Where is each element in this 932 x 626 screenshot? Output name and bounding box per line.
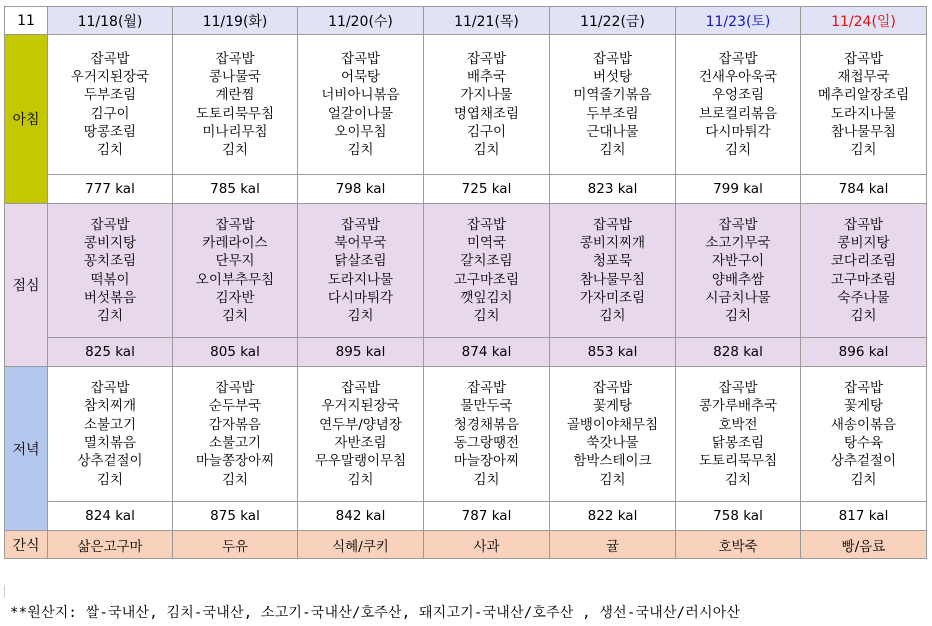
dish-item: 참나물무침 xyxy=(830,123,897,140)
dish-item: 콩비지탕 xyxy=(837,234,890,251)
menu-cell xyxy=(424,204,550,338)
dish-item: 김치 xyxy=(96,308,124,325)
dish-item: 김치 xyxy=(599,471,626,488)
dish-item: 잡곡밥 xyxy=(466,216,507,233)
dish-item: 김치 xyxy=(473,308,500,325)
dish-item: 잡곡밥 xyxy=(718,380,758,397)
menu-cell xyxy=(298,204,424,338)
dish-item: 두부조림 xyxy=(83,87,137,104)
dish-item: 김치 xyxy=(221,471,249,488)
dish-item: 김치 xyxy=(850,308,877,325)
weekly-meal-table xyxy=(4,6,927,559)
snack-row xyxy=(5,531,927,559)
menu-cell xyxy=(298,367,424,502)
day-header: 11/19(화) xyxy=(173,7,298,35)
kcal-cell: 824 kal xyxy=(48,502,173,531)
menu-cell xyxy=(424,367,550,502)
dish-item: 자반조림 xyxy=(334,435,387,451)
dish-item: 건새우아욱국 xyxy=(698,68,778,85)
menu-cell xyxy=(801,204,927,338)
dish-item: 잡곡밥 xyxy=(340,380,381,397)
dish-item: 카레라이스 xyxy=(202,234,268,251)
dish-item: 도라지나물 xyxy=(327,271,394,288)
kcal-cell: 798 kal xyxy=(298,175,424,204)
menu-cell xyxy=(48,204,173,338)
menu-cell xyxy=(550,204,676,338)
dish-item: 명엽채조림 xyxy=(453,105,520,122)
dish-item: 닭봉조림 xyxy=(711,435,765,451)
dish-item: 잡곡밥 xyxy=(592,380,633,397)
dish-item: 잡곡밥 xyxy=(843,380,884,397)
kcal-cell: 817 kal xyxy=(801,502,927,531)
dish-item: 김구이 xyxy=(466,123,507,140)
kcal-cell: 784 kal xyxy=(801,175,927,204)
dish-item: 가지나물 xyxy=(460,87,513,104)
dish-item: 가자미조림 xyxy=(579,289,646,306)
dish-item: 소고기무국 xyxy=(705,234,771,251)
kcal-cell: 799 kal xyxy=(676,175,801,204)
dish-item: 상추겉절이 xyxy=(77,453,143,470)
dish-item: 메추리알장조림 xyxy=(817,87,910,104)
kcal-cell: 842 kal xyxy=(298,502,424,531)
week-label: 11 xyxy=(5,7,48,35)
dish-item: 잡곡밥 xyxy=(718,50,758,67)
dish-item: 잡곡밥 xyxy=(843,216,884,233)
menu-cell xyxy=(48,35,173,175)
kcal-cell: 823 kal xyxy=(550,175,676,204)
dish-item: 콩비지탕 xyxy=(83,234,137,251)
dish-item: 떡볶이 xyxy=(90,271,130,288)
menu-cell xyxy=(173,367,298,502)
dinner-kcal-row xyxy=(5,502,927,531)
dish-item: 고구마조림 xyxy=(453,271,520,288)
dish-item: 콩비지찌개 xyxy=(579,234,646,251)
dish-item: 연두부/양념장 xyxy=(319,416,402,433)
dish-item: 갈치조림 xyxy=(460,253,513,270)
menu-cell xyxy=(298,35,424,175)
dish-item: 소불고기 xyxy=(208,435,262,451)
dish-item: 잡곡밥 xyxy=(90,380,130,397)
dish-item: 김치 xyxy=(96,471,124,488)
dish-item: 배추국 xyxy=(466,68,507,85)
breakfast-kcal-row xyxy=(5,175,927,204)
dish-item: 꽃게탕 xyxy=(843,398,884,415)
dish-item: 호박전 xyxy=(718,416,758,433)
lunch-label: 점심 xyxy=(5,204,48,367)
dish-item: 김치 xyxy=(347,142,374,159)
dish-item: 브로컬리볶음 xyxy=(698,105,778,122)
menu-cell xyxy=(801,35,927,175)
dish-item: 잡곡밥 xyxy=(466,50,507,67)
dish-item: 잡곡밥 xyxy=(340,216,381,233)
dish-item: 잡곡밥 xyxy=(843,50,884,67)
dish-item: 어묵탕 xyxy=(340,68,381,85)
dish-item: 청경채볶음 xyxy=(453,416,520,433)
dish-item: 김치 xyxy=(724,142,752,159)
header-row xyxy=(5,7,927,35)
dish-item: 근대나물 xyxy=(586,123,639,140)
dish-item: 김치 xyxy=(850,471,877,488)
breakfast-menu-row xyxy=(5,35,927,175)
dish-item: 함박스테이크 xyxy=(573,453,652,470)
dish-item: 잡곡밥 xyxy=(592,216,633,233)
dish-item: 미역줄기볶음 xyxy=(573,87,652,104)
dish-item: 땅콩조림 xyxy=(83,123,137,140)
breakfast-label: 아침 xyxy=(5,35,48,204)
day-header: 11/18(월) xyxy=(48,7,173,35)
snack-cell: 사과 xyxy=(424,531,550,559)
dish-item: 상추겉절이 xyxy=(830,453,897,470)
dish-item: 김치 xyxy=(850,142,877,159)
menu-cell xyxy=(173,204,298,338)
dish-item: 잡곡밥 xyxy=(215,50,255,67)
kcal-cell: 895 kal xyxy=(298,338,424,367)
dish-item: 재첩무국 xyxy=(837,68,890,85)
menu-cell xyxy=(676,367,801,502)
day-header-sunday: 11/24(일) xyxy=(801,7,927,35)
menu-cell xyxy=(676,35,801,175)
dish-item: 깻잎김치 xyxy=(460,289,513,306)
dish-item: 코다리조림 xyxy=(830,253,897,270)
kcal-cell: 777 kal xyxy=(48,175,173,204)
dish-item: 잡곡밥 xyxy=(90,50,130,67)
menu-cell xyxy=(801,367,927,502)
dish-item: 무우말랭이무침 xyxy=(314,453,407,470)
dish-item: 김치 xyxy=(724,471,752,488)
divider xyxy=(4,585,5,597)
dish-item: 김치 xyxy=(347,471,374,488)
dish-item: 잡곡밥 xyxy=(90,216,130,233)
dish-item: 물만두국 xyxy=(460,398,513,415)
dish-item: 버섯탕 xyxy=(592,68,633,85)
dish-item: 김구이 xyxy=(90,105,130,122)
dish-item: 잡곡밥 xyxy=(215,380,255,397)
lunch-kcal-row xyxy=(5,338,927,367)
dish-item: 김치 xyxy=(473,471,500,488)
snack-label: 간식 xyxy=(5,531,48,559)
day-header: 11/21(목) xyxy=(424,7,550,35)
dish-item: 우엉조림 xyxy=(711,87,765,104)
day-header: 11/22(금) xyxy=(550,7,676,35)
snack-cell: 삶은고구마 xyxy=(48,531,173,559)
dish-item: 김치 xyxy=(221,142,249,159)
dish-item: 미역국 xyxy=(466,234,507,251)
origin-note: **원산지: 쌀-국내산, 김치-국내산, 소고기-국내산/호주산, 돼지고기-국내산/호주산 , 생선-국내산/러시아산 xyxy=(10,605,741,621)
dish-item: 너비아니볶음 xyxy=(321,87,400,104)
dish-item: 참치찌개 xyxy=(83,398,137,415)
menu-cell xyxy=(173,35,298,175)
dish-item: 김치 xyxy=(473,142,500,159)
dish-item: 양배추쌈 xyxy=(711,271,765,288)
dish-item: 잡곡밥 xyxy=(340,50,381,67)
menu-cell xyxy=(550,367,676,502)
dish-item: 참나물무침 xyxy=(579,271,646,288)
dish-item: 잡곡밥 xyxy=(466,380,507,397)
dish-item: 김치 xyxy=(221,308,249,325)
dish-item: 잡곡밥 xyxy=(592,50,633,67)
dish-item: 오이무침 xyxy=(334,123,387,140)
snack-cell: 빵/음료 xyxy=(801,531,927,559)
dish-item: 고구마조림 xyxy=(830,271,897,288)
dish-item: 두부조림 xyxy=(586,105,639,122)
dish-item: 단무지 xyxy=(215,253,255,270)
dish-item: 숙주나물 xyxy=(837,289,890,306)
dish-item: 마늘쫑장아찌 xyxy=(195,453,275,470)
kcal-cell: 822 kal xyxy=(550,502,676,531)
dish-item: 우거지된장국 xyxy=(70,68,150,85)
dish-item: 콩가루배추국 xyxy=(698,398,778,415)
snack-cell: 두유 xyxy=(173,531,298,559)
dish-item: 쑥갓나물 xyxy=(586,435,639,451)
dish-item: 김치 xyxy=(347,308,374,325)
dish-item: 잡곡밥 xyxy=(718,216,758,233)
dish-item: 김치 xyxy=(599,142,626,159)
kcal-cell: 874 kal xyxy=(424,338,550,367)
day-header: 11/20(수) xyxy=(298,7,424,35)
dish-item: 콩나물국 xyxy=(208,68,262,85)
kcal-cell: 825 kal xyxy=(48,338,173,367)
dinner-label: 저녁 xyxy=(5,367,48,531)
dish-item: 청포묵 xyxy=(592,253,633,270)
kcal-cell: 758 kal xyxy=(676,502,801,531)
menu-cell xyxy=(424,35,550,175)
dinner-menu-row xyxy=(5,367,927,502)
dish-item: 얼갈이나물 xyxy=(327,105,394,122)
dish-item: 탕수육 xyxy=(843,435,884,451)
dish-item: 김치 xyxy=(599,308,626,325)
dish-item: 골뱅이야채무침 xyxy=(566,416,659,433)
dish-item: 소불고기 xyxy=(83,416,137,433)
dish-item: 우거지된장국 xyxy=(321,398,400,415)
dish-item: 꽁치조림 xyxy=(83,253,137,270)
dish-item: 자반구이 xyxy=(711,253,765,270)
dish-item: 도라지나물 xyxy=(830,105,897,122)
dish-item: 새송이볶음 xyxy=(830,416,897,433)
snack-cell: 귤 xyxy=(550,531,676,559)
dish-item: 계란찜 xyxy=(215,87,255,104)
dish-item: 다시마튀각 xyxy=(705,123,771,140)
dish-item: 김자반 xyxy=(215,289,255,306)
dish-item: 미나리무침 xyxy=(202,123,268,140)
dish-item: 멸치볶음 xyxy=(83,435,137,451)
dish-item: 감자볶음 xyxy=(208,416,262,433)
dish-item: 시금치나물 xyxy=(705,289,771,306)
day-header-saturday: 11/23(토) xyxy=(676,7,801,35)
dish-item: 도토리묵무침 xyxy=(195,105,275,122)
dish-item: 마늘장아찌 xyxy=(453,453,520,470)
dish-item: 도토리묵무침 xyxy=(698,453,778,470)
kcal-cell: 828 kal xyxy=(676,338,801,367)
kcal-cell: 785 kal xyxy=(173,175,298,204)
dish-item: 꽃게탕 xyxy=(592,398,633,415)
dish-item: 버섯볶음 xyxy=(83,289,137,306)
dish-item: 다시마튀각 xyxy=(327,289,394,306)
dish-item: 닭살조림 xyxy=(334,253,387,270)
snack-cell: 식혜/쿠키 xyxy=(298,531,424,559)
dish-item: 김치 xyxy=(724,308,752,325)
snack-cell: 호박죽 xyxy=(676,531,801,559)
kcal-cell: 787 kal xyxy=(424,502,550,531)
dish-item: 북어무국 xyxy=(334,234,387,251)
kcal-cell: 896 kal xyxy=(801,338,927,367)
kcal-cell: 875 kal xyxy=(173,502,298,531)
dish-item: 잡곡밥 xyxy=(215,216,255,233)
kcal-cell: 805 kal xyxy=(173,338,298,367)
dish-item: 동그랑땡전 xyxy=(453,435,520,451)
menu-cell xyxy=(48,367,173,502)
menu-cell xyxy=(550,35,676,175)
kcal-cell: 853 kal xyxy=(550,338,676,367)
dish-item: 김치 xyxy=(96,142,124,159)
dish-item: 오이부추무침 xyxy=(195,271,275,288)
menu-cell xyxy=(676,204,801,338)
lunch-menu-row xyxy=(5,204,927,338)
dish-item: 순두부국 xyxy=(208,398,262,415)
kcal-cell: 725 kal xyxy=(424,175,550,204)
